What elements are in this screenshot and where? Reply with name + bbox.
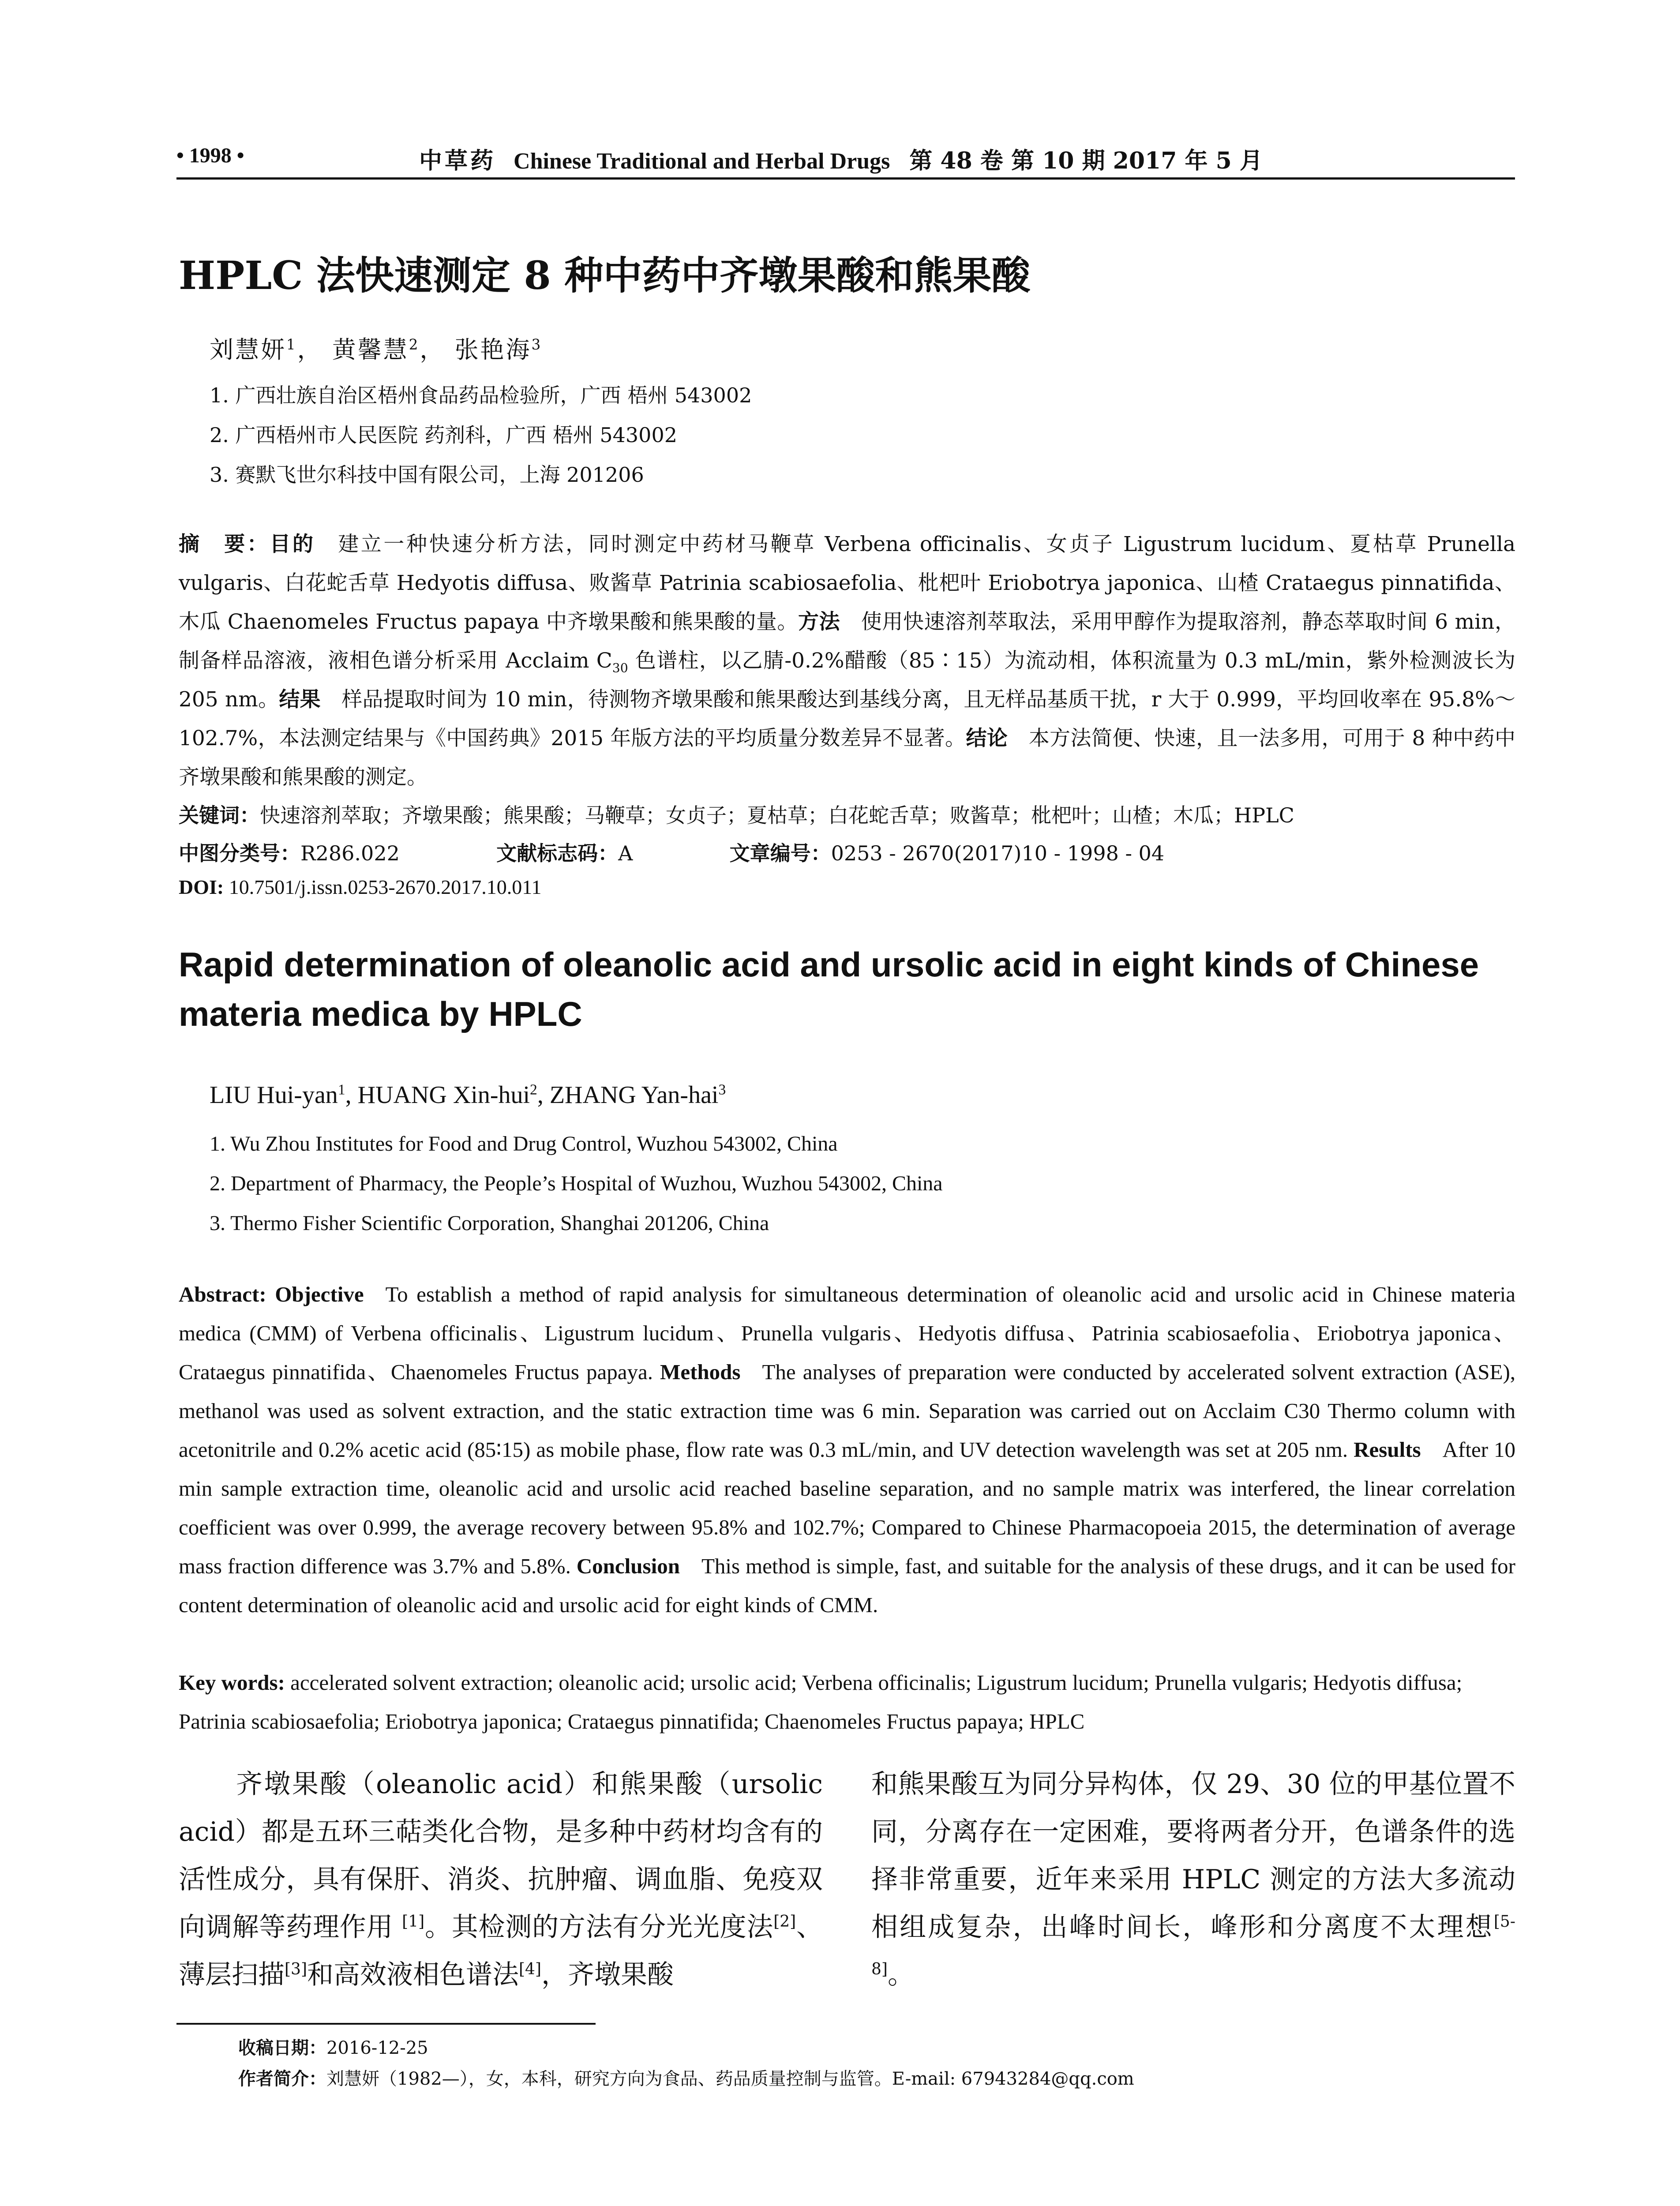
footnote-bio — [238, 2065, 1134, 2090]
cn-keywords-label: 关键词： — [179, 803, 260, 827]
footnote-received — [238, 2034, 428, 2059]
en-conclusion: This method is simple, fast, and suitable for the analysis of these drugs, and it can be used for content determination of oleanolic acid and ursolic acid for eight kinds of CMM. — [179, 1554, 1515, 1617]
cn-results-label: 结果 — [279, 687, 321, 712]
bio-text: 刘慧妍（1982—），女，本科，研究方向为食品、药品质量控制与监管。E-mail: 67943284@qq.com — [326, 2069, 1134, 2089]
affil-mark: 1 — [286, 336, 297, 353]
article-no-value: 0253 - 2670(2017)10 - 1998 - 04 — [831, 841, 1165, 865]
cn-methods-sub: 30 — [612, 660, 628, 675]
en-keywords-label: Key words: — [179, 1670, 285, 1695]
citation[interactable]: [4] — [519, 1960, 541, 1978]
en-results-label: Results — [1354, 1437, 1421, 1462]
cn-conclusion-label: 结论 — [966, 726, 1008, 750]
affil-mark: 2 — [530, 1081, 537, 1098]
en-author: HUANG Xin-hui — [357, 1081, 530, 1109]
cn-title: HPLC 法快速测定 8 种中药中齐墩果酸和熊果酸 — [179, 252, 1031, 298]
cn-classification — [179, 837, 1164, 867]
citation[interactable]: [1] — [402, 1913, 425, 1931]
cn-keywords — [179, 799, 1515, 829]
en-objective: To establish a method of rapid analysis for simultaneous determination of oleanolic acid and ursolic acid in Chinese materia medica (CMM) of Verbena officinalis、Ligustrum lucidum、Prunella vulgaris、Hedyotis diffusa、Patrinia scabiosaefolia、Eriobotrya japonica、Crataegus pinnatifida、Chaenomeles Fructus papaya. — [179, 1282, 1515, 1384]
cn-affiliation: 1. 广西壮族自治区梧州食品药品检验所，广西 梧州 543002 — [210, 383, 752, 407]
footnote-rule — [176, 2023, 596, 2025]
citation[interactable]: [2] — [773, 1913, 796, 1931]
received-label: 收稿日期： — [238, 2038, 326, 2058]
journal-name-en: Chinese Traditional and Herbal Drugs — [514, 149, 890, 174]
article-no-label: 文章编号： — [729, 841, 831, 865]
cn-keywords-text: 快速溶剂萃取；齐墩果酸；熊果酸；马鞭草；女贞子；夏枯草；白花蛇舌草；败酱草；枇杷叶；山楂；木瓜；HPLC — [260, 803, 1294, 827]
cn-conclusion: 本方法简便、快速，且一法多用，可用于 8 种中药中齐墩果酸和熊果酸的测定。 — [179, 726, 1516, 789]
doi-line — [179, 875, 542, 899]
affil-mark: 3 — [718, 1081, 726, 1098]
bio-label: 作者简介： — [238, 2069, 326, 2089]
en-affiliation: 2. Department of Pharmacy, the People’s Hospital of Wuzhou, Wuzhou 543002, China — [210, 1172, 943, 1195]
journal-issue: 第 48 卷 第 10 期 2017 年 5 月 — [909, 147, 1263, 174]
cn-abstract-label: 摘 要： — [179, 532, 270, 556]
body-column-right — [871, 1760, 1515, 1999]
body-text: 和高效液相色谱法 — [307, 1959, 519, 1990]
cn-methods-b: 色谱柱，以乙腈-0.2%醋酸（85∶15）为流动相，体积流量为 0.3 mL/min，紫外检测波长为 205 nm。 — [179, 649, 1515, 712]
en-affiliation: 3. Thermo Fisher Scientific Corporation, Shanghai 201206, China — [210, 1212, 769, 1235]
citation[interactable]: [5-8] — [871, 1913, 1515, 1978]
body-text: 、薄层扫描 — [179, 1912, 823, 1990]
body-text: 。 — [887, 1959, 914, 1990]
cn-author: 张艳海 — [454, 336, 532, 364]
body-text: 。其检测的方法有分光光度法 — [424, 1912, 774, 1943]
header-rule — [176, 177, 1515, 180]
journal-header — [419, 142, 1263, 175]
doc-code-value: A — [618, 841, 633, 865]
doi-label: DOI: — [179, 876, 224, 898]
en-affiliation: 1. Wu Zhou Institutes for Food and Drug Control, Wuzhou 543002, China — [210, 1132, 838, 1156]
clc-value: R286.022 — [300, 841, 400, 865]
cn-objective: 建立一种快速分析方法，同时测定中药材马鞭草 Verbena officinalis、女贞子 Ligustrum lucidum、夏枯草 Prunella vulgaris、白花蛇舌草 Hedyotis diffusa、败酱草 Patrinia scabiosaefolia、枇杷叶 Eriobotrya japonica、山楂 Crataegus pinnatifida、木瓜 Chaenomeles Fructus papaya 中齐墩果酸和熊果酸的量。 — [179, 532, 1516, 634]
citation[interactable]: [3] — [285, 1960, 307, 1978]
en-abstract — [179, 1275, 1515, 1624]
en-conclusion-label: Conclusion — [576, 1554, 680, 1578]
doi-value: 10.7501/j.issn.0253-2670.2017.10.011 — [229, 876, 542, 898]
cn-affiliation: 3. 赛默飞世尔科技中国有限公司，上海 201206 — [210, 463, 644, 487]
cn-affiliation: 2. 广西梧州市人民医院 药剂科，广西 梧州 543002 — [210, 423, 677, 447]
en-authors: LIU Hui-yan$^1$, HUANG Xin-hui$^2$, ZHANG Yan-hai$^3$ — [210, 1081, 726, 1109]
en-author: LIU Hui-yan — [210, 1081, 338, 1109]
cn-results: 样品提取时间为 10 min，待测物齐墩果酸和熊果酸达到基线分离，且无样品基质干扰，r 大于 0.999，平均回收率在 95.8%～102.7%，本法测定结果与《中国药典》2015 年版方法的平均质量分数差异不显著。 — [179, 687, 1515, 750]
en-author: ZHANG Yan-hai — [549, 1081, 719, 1109]
cn-abstract — [179, 525, 1515, 797]
doc-code-label: 文献标志码： — [496, 841, 619, 865]
cn-methods-label: 方法 — [798, 610, 840, 634]
affil-mark: 2 — [409, 336, 420, 353]
affil-mark: 1 — [338, 1081, 345, 1098]
affil-mark: 3 — [531, 336, 543, 353]
body-text: 齐墩果酸（oleanolic acid）和熊果酸（ursolic acid）都是五环三萜类化合物，是多种中药材均含有的活性成分，具有保肝、消炎、抗肿瘤、调血脂、免疫双向调解等药理作用 — [179, 1769, 823, 1943]
cn-author: 黄馨慧 — [332, 336, 409, 364]
en-methods-label: Methods — [660, 1360, 741, 1384]
page-number: • 1998 • — [176, 144, 244, 167]
received-date: 2016-12-25 — [326, 2038, 428, 2058]
cn-author: 刘慧妍 — [210, 336, 286, 364]
journal-logo-cn: 中草药 — [419, 147, 496, 174]
cn-methods-a: 使用快速溶剂萃取法，采用甲醇作为提取溶剂，静态萃取时间 6 min，制备样品溶液，液相色谱分析采用 Acclaim C — [179, 610, 1515, 673]
body-text: 和熊果酸互为同分异构体，仅 29、30 位的甲基位置不同，分离存在一定困难，要将两者分开，色谱条件的选择非常重要，近年来采用 HPLC 测定的方法大多流动相组成复杂，出峰时间长，峰形和分离度不太理想 — [871, 1769, 1515, 1943]
en-title: Rapid determination of oleanolic acid and ursolic acid in eight kinds of Chinese materia medica by HPLC — [179, 945, 1479, 1033]
en-keywords — [179, 1663, 1515, 1741]
cn-authors: 刘慧妍$^1$， 黄馨慧$^2$， 张艳海$^3$ — [210, 336, 543, 364]
clc-label: 中图分类号： — [179, 841, 300, 865]
cn-objective-label: 目的 — [270, 532, 315, 556]
en-objective-label: Objective — [275, 1282, 364, 1306]
body-column-left — [179, 1760, 823, 1999]
en-results: After 10 min sample extraction time, oleanolic acid and ursolic acid reached baseline separation, and no sample matrix was interfered, the linear correlation coefficient was over 0.999, the average recovery between 95.8% and 102.7%; Compared to Chinese Pharmacopoeia 2015, the determination of average mass fraction difference was 3.7% and 5.8%. — [179, 1437, 1516, 1578]
en-abstract-label: Abstract: — [179, 1282, 266, 1306]
body-text: ，齐墩果酸 — [541, 1959, 674, 1990]
en-methods: The analyses of preparation were conducted by accelerated solvent extraction (ASE), methanol was used as solvent extraction, and the static extraction time was 6 min. Separation was carried out on Acclaim C30 Thermo column with acetonitrile and 0.2% acetic acid (85∶15) as mobile phase, flow rate was 0.3 mL/min, and UV detection wavelength was set at 205 nm. — [179, 1360, 1516, 1462]
en-keywords-text: accelerated solvent extraction; oleanolic acid; ursolic acid; Verbena officinalis; Ligustrum lucidum; Prunella vulgaris; Hedyotis diffusa; Patrinia scabiosaefolia; Eriobotrya japonica; Crataegus pinnatifida; Chaenomeles Fructus papaya; HPLC — [179, 1670, 1462, 1733]
